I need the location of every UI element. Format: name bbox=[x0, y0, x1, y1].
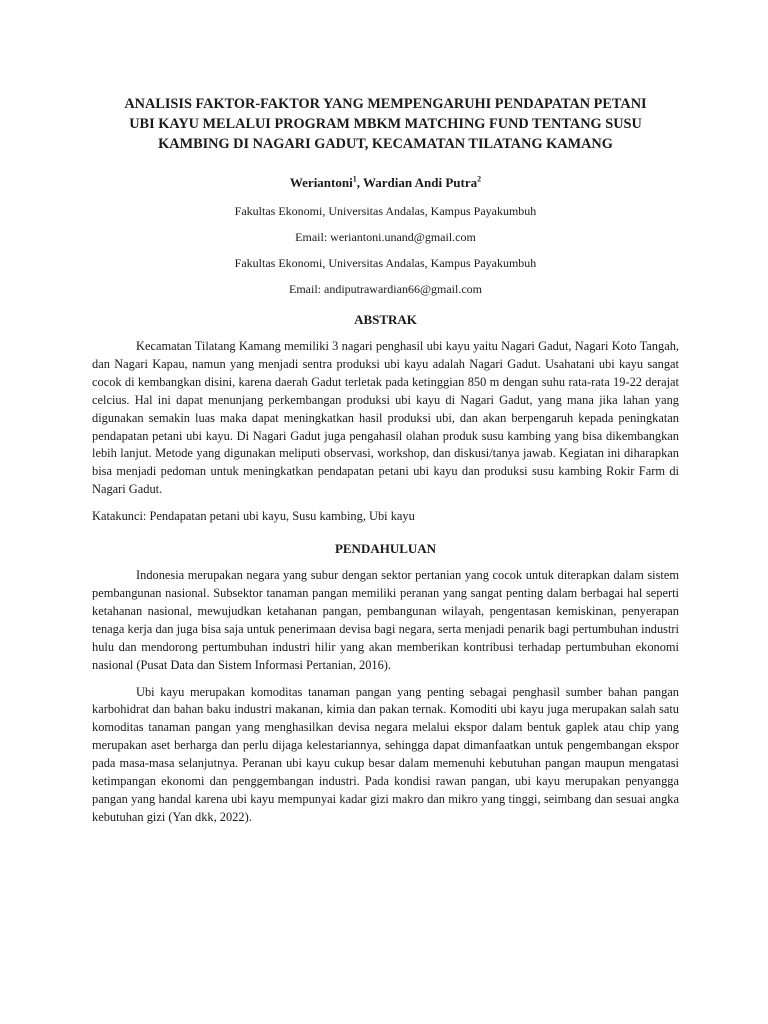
affiliation-2-institution: Fakultas Ekonomi, Universitas Andalas, Kampus Payakumbuh bbox=[234, 256, 537, 270]
title-line-3: KAMBING DI NAGARI GADUT, KECAMATAN TILATANG KAMANG bbox=[158, 136, 613, 152]
affiliation-2-email: Email: andiputrawardian66@gmail.com bbox=[289, 282, 482, 296]
paper-title bbox=[92, 94, 679, 154]
abstract-text: Kecamatan Tilatang Kamang memiliki 3 nagari penghasil ubi kayu yaitu Nagari Gadut, Nagari Koto Tangah, dan Nagari Kapau, namun yang menjadi sentra produksi ubi kayu adalah Nagari Gadut. Usahatani ubi kayu sangat cocok di kembangkan disini, karena daerah Gadut terletak pada ketinggian 850 m dengan suhu rata-rata 19-22 derajat celcius. Hal ini dapat menunjang perkembangan produksi ubi kayu di Nagari Gadut, yang mana jika lahan yang digunakan semakin luas maka dapat meningkatkan hasil produksi ubi, dan akan berpengaruh kepada peningkatan pendapatan petani ubi kayu. Di Nagari Gadut juga pengahasil olahan produk susu kambing yang bisa dikembangkan lebih lanjut. Metode yang digunakan meliputi observasi, workshop, dan diskusi/tanya jawab. Kegiatan ini diharapkan bisa menjadi pedoman untuk meningkatkan pendapatan petani ubi kayu dan produksi susu kambing Rokir Farm di Nagari Gadut. bbox=[92, 339, 679, 497]
author-1-name: Weriantoni bbox=[289, 175, 353, 190]
introduction-paragraph-2: Ubi kayu merupakan komoditas tanaman pangan yang penting sebagai penghasil sumber bahan pangan karbohidrat dan bahan baku industri makanan, kimia dan pakan ternak. Komoditi ubi kayu juga merupakan salah satu komoditas tanaman pangan yang menghasilkan devisa negara melalui ekspor dalam bentuk gaplek atau chip yang merupakan aset berharga dan perlu dijaga kelestariannya, sehingga dapat dimanfaatkan untuk pengembangan ekspor pada masa-masa selanjutnya. Peranan ubi kayu cukup besar dalam memenuhi kebutuhan pangan maupun mengatasi ketimpangan ekonomi dan penggembangan industri. Pada kondisi rawan pangan, ubi kayu merupakan penyangga pangan yang handal karena ubi kayu mempunyai kadar gizi makro dan mikro yang tinggi, seimbang dan sesuai angka kebutuhan gizi (Yan dkk, 2022). bbox=[92, 684, 679, 824]
author-2-name: Wardian Andi Putra bbox=[362, 175, 478, 190]
affiliation-1-institution: Fakultas Ekonomi, Universitas Andalas, Kampus Payakumbuh bbox=[234, 204, 537, 218]
introduction-heading: PENDAHULUAN bbox=[334, 541, 437, 557]
keywords: Katakunci: Pendapatan petani ubi kayu, Susu kambing, Ubi kayu bbox=[92, 509, 415, 524]
author-2-affiliation-mark: 2 bbox=[477, 174, 482, 184]
title-line-2: UBI KAYU MELALUI PROGRAM MBKM MATCHING FUND TENTANG SUSU bbox=[129, 116, 642, 132]
title-line-1: ANALISIS FAKTOR-FAKTOR YANG MEMPENGARUHI PENDAPATAN PETANI bbox=[124, 96, 647, 112]
author-list bbox=[92, 174, 679, 192]
author-1-affiliation-mark: 1 bbox=[352, 174, 357, 184]
affiliation-1-email: Email: weriantoni.unand@gmail.com bbox=[295, 230, 476, 244]
author-separator: , bbox=[356, 175, 363, 190]
introduction-paragraph-1: Indonesia merupakan negara yang subur dengan sektor pertanian yang cocok untuk diterapkan dalam sistem pembangunan nasional. Subsektor tanaman pangan memiliki peranan yang sangat penting dalam berbagai hal seperti ketahanan nasional, mewujudkan ketahanan pangan, pembangunan wilayah, pengentasan kemiskinan, penyerapan tenaga kerja dan juga bisa saja untuk penerimaan devisa bagi negara, serta menjadi penarik bagi pertumbuhan industri hulu dan mendorong pertumbuhan industri hilir yang akan memberikan kontribusi terhadap pertumbuhan ekonomi nasional (Pusat Data dan Sistem Informasi Pertanian, 2016). bbox=[92, 568, 679, 672]
abstract-heading: ABSTRAK bbox=[354, 312, 417, 327]
